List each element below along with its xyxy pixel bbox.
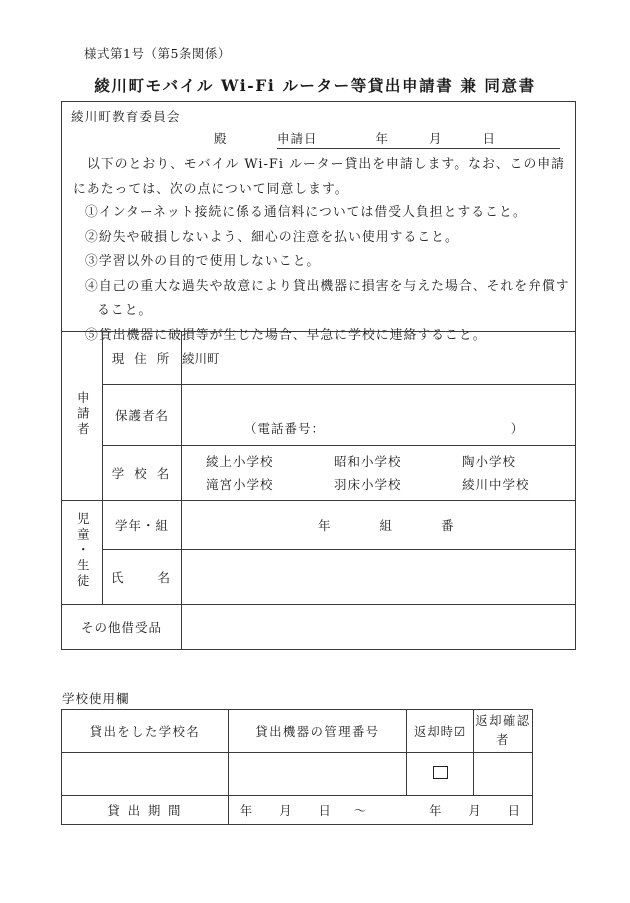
school-option-1[interactable]: 綾上小学校 (206, 454, 274, 469)
lending-school-value[interactable] (62, 753, 229, 796)
column-header-return-check (407, 710, 474, 753)
school-option-4[interactable]: 滝宮小学校 (206, 477, 274, 492)
school-label: 学 校 名 (103, 446, 182, 501)
condition-item-1: ①インターネット接続に係る通信料については借受人負担とすること。 (85, 205, 527, 220)
phone-label: （電話番号： (244, 421, 319, 436)
applicant-table (61, 331, 576, 650)
school-option-5[interactable]: 羽床小学校 (334, 477, 402, 492)
grade-year-label: 年 (318, 518, 332, 533)
conditions-list (73, 201, 573, 348)
date-year-label: 年 (375, 131, 390, 146)
condition-item-4-continued: ること。 (97, 303, 153, 318)
date-month-label: 月 (429, 131, 443, 146)
school-row (62, 446, 576, 501)
phone-close-paren: ） (510, 421, 525, 436)
address-value[interactable]: 綾川町 (182, 332, 576, 385)
application-date-label: 申請日 (277, 131, 318, 146)
dono-label: 殿 (214, 131, 228, 146)
lending-period-fields[interactable] (240, 804, 521, 818)
other-items-value[interactable] (182, 605, 576, 650)
period-to-day: 日 (507, 804, 522, 818)
date-day-label: 日 (482, 131, 497, 146)
phone-field[interactable] (182, 393, 575, 437)
school-use-data-row (62, 753, 533, 796)
intro-paragraph: 以下のとおり、モバイル Wi-Fi ルーター貸出を申請します。なお、この申請にあたっては、次の点について同意します。 (73, 157, 566, 197)
grade-class-unit-label: 組 (379, 518, 394, 533)
document-title: 綾川町モバイル Wi-Fi ルーター等貸出申請書 兼 同意書 (94, 76, 536, 95)
period-tilde: ～ (353, 804, 368, 818)
period-from-month: 月 (279, 804, 293, 818)
application-date-field[interactable] (277, 129, 560, 149)
application-date-line (62, 128, 577, 150)
guardian-label: 保護者名 (103, 385, 182, 446)
period-from-day: 日 (318, 804, 332, 818)
statement-box (61, 101, 576, 343)
school-option-row-2 (182, 473, 575, 496)
checked-box-icon: ☑ (453, 725, 466, 739)
period-to-year: 年 (429, 804, 443, 818)
addressee: 綾川町教育委員会 (71, 109, 181, 124)
school-option-row-1 (182, 450, 575, 473)
grade-class-row (62, 501, 576, 550)
grade-class-value[interactable] (182, 501, 576, 550)
lending-period-label: 貸 出 期 間 (62, 796, 229, 825)
condition-item-2: ②紛失や破損しないよう、細心の注意を払い使用すること。 (85, 229, 459, 245)
school-option-grid (182, 447, 575, 499)
school-options[interactable] (182, 446, 576, 501)
condition-item-4: ④自己の重大な過失や故意により貸出機器に損害を与えた場合、それを弁償す (85, 278, 570, 294)
lending-period-value[interactable] (229, 796, 533, 825)
applicant-group-label: 申請者 (62, 332, 103, 501)
period-to-month: 月 (468, 804, 482, 818)
condition-item-5: ⑤貸出機器に破損等が生じた場合、早急に学校に連絡すること。 (85, 327, 487, 343)
column-header-lending-school: 貸出をした学校名 (62, 710, 229, 753)
school-use-table (61, 709, 533, 825)
return-checkbox[interactable] (433, 766, 448, 779)
condition-item-3: ③学習以外の目的で使用しないこと。 (85, 254, 321, 269)
column-header-device-number: 貸出機器の管理番号 (229, 710, 407, 753)
school-option-6[interactable]: 綾川中学校 (462, 477, 530, 492)
column-header-return-confirmer: 返却確認者 (474, 710, 533, 753)
return-check-value[interactable] (407, 753, 474, 796)
period-from-year: 年 (239, 804, 254, 818)
lending-period-row (62, 796, 533, 825)
other-items-row (62, 605, 576, 650)
student-name-value[interactable] (182, 550, 576, 605)
school-use-header-row (62, 710, 533, 753)
grade-class-label: 学年・組 (103, 501, 182, 550)
school-option-3[interactable]: 陶小学校 (462, 454, 517, 469)
student-name-label: 氏 名 (103, 550, 182, 605)
device-number-value[interactable] (229, 753, 407, 796)
address-label: 現 住 所 (103, 332, 182, 385)
school-use-section-label: 学校使用欄 (62, 691, 130, 706)
guardian-value[interactable] (182, 385, 576, 446)
guardian-row (62, 385, 576, 446)
form-number: 様式第1号（第5条関係） (84, 46, 231, 61)
other-items-label: その他借受品 (62, 605, 182, 650)
grade-number-label: 番 (441, 518, 455, 533)
return-confirmer-value[interactable] (474, 753, 533, 796)
grade-fields[interactable] (182, 516, 575, 534)
school-option-2[interactable]: 昭和小学校 (334, 454, 402, 469)
student-name-row (62, 550, 576, 605)
student-group-label: 児童・生徒 (62, 501, 103, 605)
return-check-label: 返却時 (414, 725, 454, 739)
address-row (62, 332, 576, 385)
